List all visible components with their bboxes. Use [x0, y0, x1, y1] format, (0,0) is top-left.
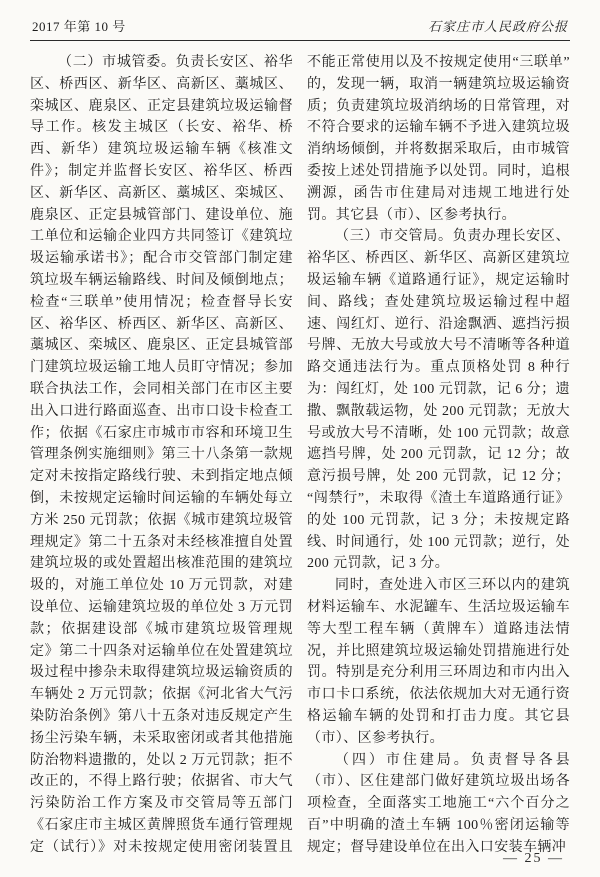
- body-paragraph-housing-bureau: （四）市住建局。负责督导各县（市）、区住建部门做好建筑垃圾出场各项检查，全面落实工地施工“六个百分之百”中明确的渣土车辆 100％密闭运输等规定；督导建设单位在出入口安装车辆冲: [307, 752, 570, 855]
- body-paragraph-city-admin: （二）市城管委。负责长安区、裕华区、桥西区、新华区、高新区、藁城区、栾城区、鹿泉区、正定县建筑垃圾运输督导工作。核发主城区（长安、裕华、桥西、新华）建筑垃圾运输车辆《核准文件》；制定并监督长安区、裕华区、桥西区、新华区、高新区、藁城区、栾城区、鹿泉区、正定县城管部门、建设单位、施工单位和运输企业四方共同签订《建筑垃圾运输承诺书》；配合市交管部门制定建筑垃圾车辆运输路线、时间及倾倒地点；检查“三联单”使用情况；检查督导长安区、裕华区、桥西区、新华区、高新区、藁城区、栾城区、鹿泉区、正定县城管部门建筑垃圾运输工地人员盯守情况；参加联合执法工作，会同相关部门在市区主要出入口进行路面巡查、出市口设卡检查工作；依据《石家庄市城市市容和环境卫生管理条例实施细则》第三十八条第一款规定对未按指定路线行驶、未到指定地点倾倒，未按规定运输时间运输的车辆处每立方米 250 元罚款；依据《城市建筑垃圾管理规定》第二十五条对未经核准擅自处置建筑垃圾的或处置超出核准范围的建筑垃圾的，对施工单位处 10 万元罚款，对建设单位、运输建筑垃圾的单位处 3 万元罚款；依据建设部《城市建筑垃圾管理规定》第二十四条对运输单位在处置建筑垃圾过程中掺杂未取得建筑垃圾运输资质的车辆处 2 万元罚款；依据《河北省大气污染防治条例》第八十五条对违反规定产生扬尘污染车辆，未采取密闭或者其他措施防治物料遗撒的，处以 2 万元罚款；拒不改正的，不得上路行驶；依据省、市大气污染防治工作方案及市交管局等五部门《石家庄市主城区黄牌照货车通行管理规定（试行）》对未按规定使用密闭装置且不能正常使用以及不按规定使用“三联单”的，发现一辆，取消一辆建筑垃圾运输资质；负责建筑垃圾消纳场的日常管理，对不符合要求的运输车辆不予进入建筑垃圾消纳场倾倒，并将数据采取后，由市城管委按上述处罚措施予以处罚。同时，追根溯源，函告市住建局对违规工地进行处罚。其它县（市）、区参考执行。: [30, 55, 570, 855]
- publication-title: 石家庄市人民政府公报: [427, 19, 568, 34]
- article-body: [30, 52, 570, 859]
- body-paragraph-traffic-extra: 同时，查处进入市区三环以内的建筑材料运输车、水泥罐车、生活垃圾运输车等大型工程车辆（黄牌车）道路违法情况，并比照建筑垃圾运输处罚措施进行处罚。特别是充分利用三环周边和市内出入市口卡口系统，依法依规加大对无通行资格运输车辆的处罚和打击力度。其它县（市）、区参考执行。: [307, 578, 570, 746]
- page-header: [30, 14, 570, 41]
- page-number: — 25 —: [503, 851, 564, 866]
- issue-number: 2017 年第 10 号: [32, 19, 126, 34]
- page-footer: [503, 851, 564, 867]
- body-paragraph-traffic-bureau: （三）市交管局。负责办理长安区、裕华区、桥西区、新华区、高新区建筑垃圾运输车辆《道路通行证》，规定运输时间、路线；查处建筑垃圾运输过程中超速、闯红灯、逆行、沿途飘洒、遮挡污损号牌、无放大号或放大号不清晰等各种道路交通违法行为。重点顶格处罚 8 种行为：闯红灯，处 100 元罚款，记 6 分；遗撒、飘散载运物，处 200 元罚款；无放大号或放大号不清晰，处 100 元罚款；故意遮挡号牌，处 200 元罚款，记 12 分；故意污损号牌，处 200 元罚款，记 12 分；“闯禁行”，未取得《渣土车道路通行证》的处 100 元罚款，记 3 分；未按规定路线、时间通行，处 100 元罚款；逆行，处 200 元罚款，记 3 分。: [307, 229, 570, 572]
